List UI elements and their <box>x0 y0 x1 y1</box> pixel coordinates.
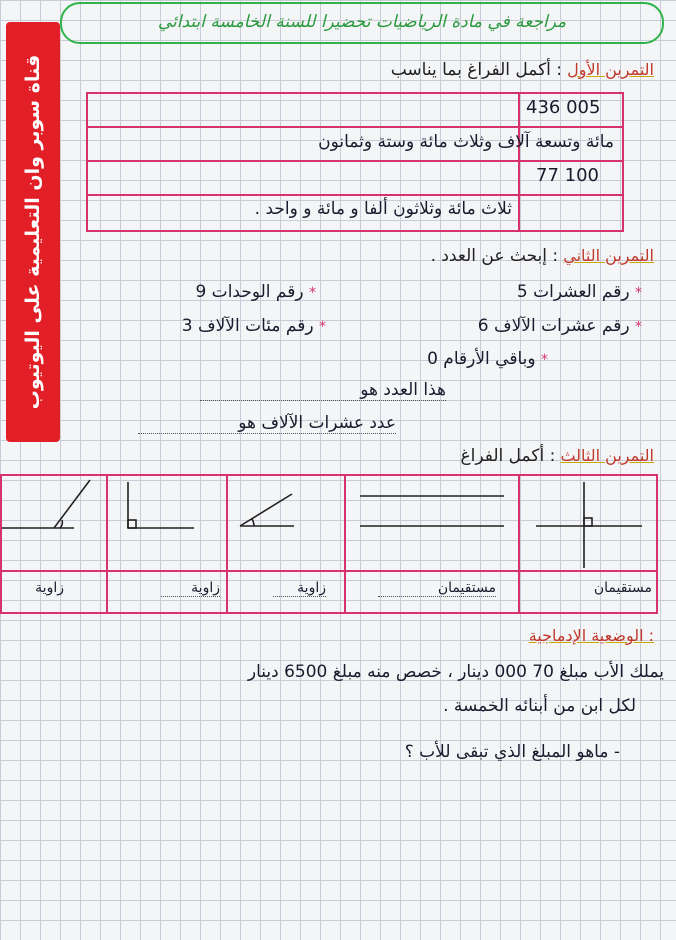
exercise3-header <box>461 446 654 466</box>
exercise3-table <box>0 474 658 614</box>
page-title: مراجعة في مادة الرياضيات تحضيرا للسنة الخامسة ابتدائي <box>60 2 664 44</box>
exercise1-heading: التمرين الأول <box>567 60 654 79</box>
angle-figures <box>2 476 656 570</box>
problem-question: - ماهو المبلغ الذي تبقى للأب ؟ <box>404 742 620 762</box>
number-answer-line[interactable]: هذا العدد هو <box>200 380 446 401</box>
list-item: * رقم الوحدات 9 <box>195 282 316 302</box>
table-row-number: 436 005 <box>526 97 601 118</box>
problem-heading: : الوضعية الإدماجية <box>528 626 654 645</box>
exercise3-heading: التمرين الثالث <box>560 446 654 465</box>
answer-label[interactable]: زاوية <box>161 580 220 597</box>
answer-label: مستقيمان <box>593 580 652 596</box>
problem-line-2: لكل ابن من أبنائه الخمسة . <box>443 696 636 716</box>
answer-label[interactable]: زاوية <box>273 580 326 597</box>
list-item: * رقم مئات الآلاف 3 <box>181 316 326 336</box>
problem-line-1: يملك الأب مبلغ 70 000 دينار ، خصص منه مبلغ 6500 دينار <box>247 662 664 682</box>
table-row-words: ثلاث مائة وثلاثون ألفا و مائة و واحد . <box>254 199 512 219</box>
channel-banner-text: قناة سوبر وان التعليمية على اليوتيوب <box>22 54 44 410</box>
exercise2-header <box>431 246 654 266</box>
channel-banner <box>6 22 60 442</box>
answer-label[interactable]: مستقيمان <box>378 580 496 597</box>
exercise1-instruction: : أكمل الفراغ بما يناسب <box>390 60 563 80</box>
table-row-number: 77 100 <box>536 165 599 186</box>
list-item: * رقم عشرات الآلاف 6 <box>477 316 642 336</box>
exercise1-header <box>391 60 654 80</box>
answer-label: زاوية <box>35 580 64 596</box>
exercise3-instruction: : أكمل الفراغ <box>460 446 556 466</box>
table-row-words: مائة وتسعة آلاف وثلاث مائة وستة وثمانون <box>318 132 614 152</box>
exercise1-table <box>86 92 624 232</box>
ten-thousands-answer-line[interactable]: عدد عشرات الآلاف هو <box>138 413 396 434</box>
exercise2-heading: التمرين الثاني <box>563 246 654 265</box>
exercise2-instruction: : إبحث عن العدد . <box>430 246 559 266</box>
list-item: * رقم العشرات 5 <box>516 282 642 302</box>
list-item: * وباقي الأرقام 0 <box>427 349 548 369</box>
